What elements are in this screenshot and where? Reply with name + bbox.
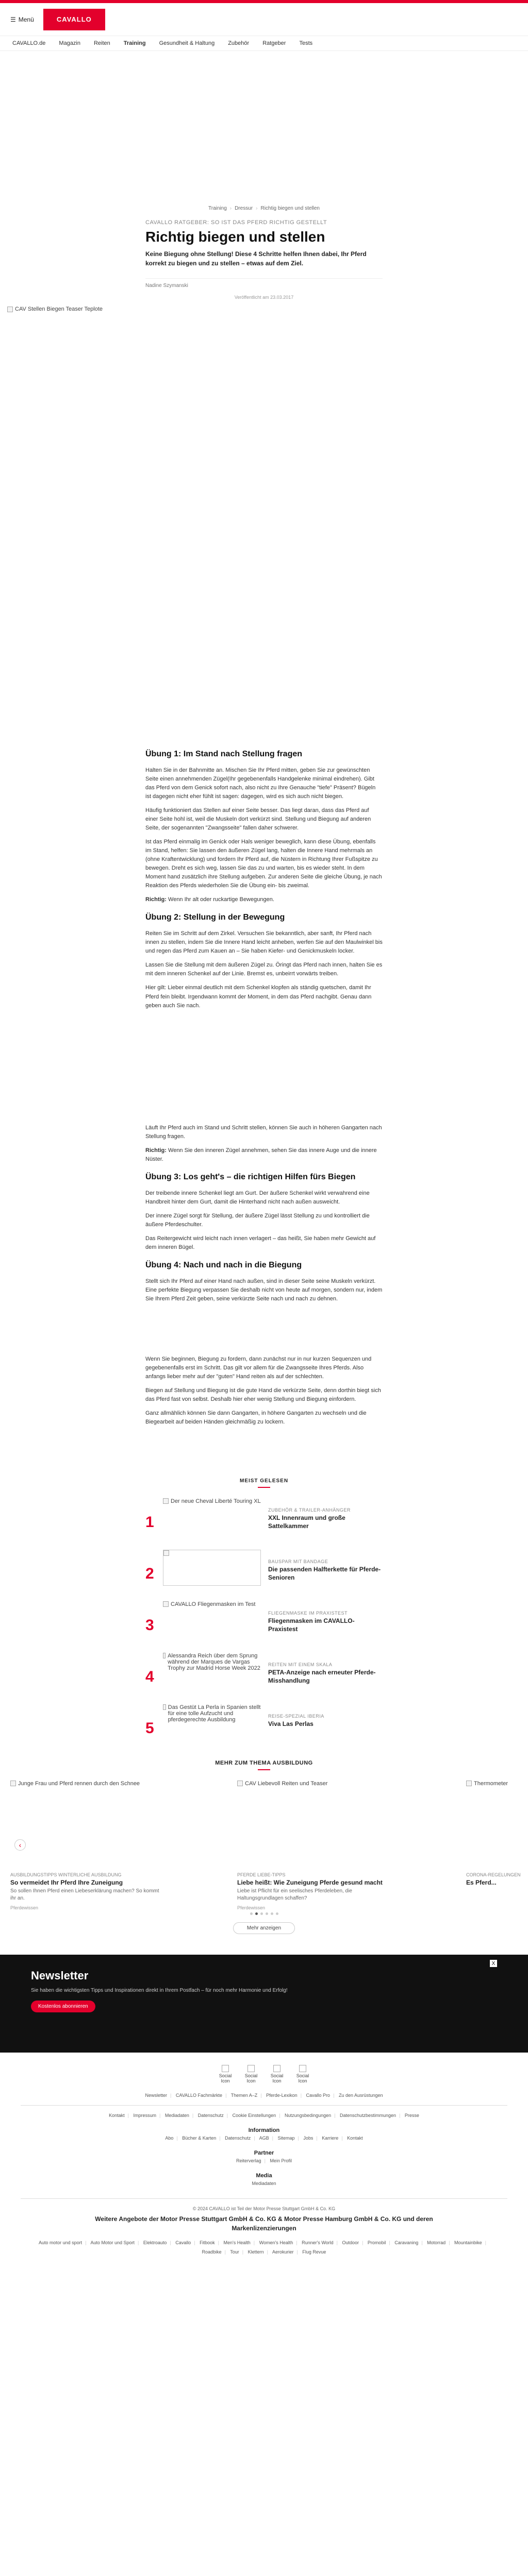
broken-image-icon (163, 1550, 169, 1556)
tip-text: Wenn Sie den inneren Zügel annehmen, sehen Sie das innere Auge und die innere Nüster. (145, 1147, 377, 1162)
footer-link[interactable]: Nutzungsbedingungen (285, 2113, 332, 2119)
article-lead: Keine Biegung ohne Stellung! Diese 4 Schritte helfen Ihnen dabei, Ihr Pferd korrekt zu biegen und zu stellen – etwas auf dem Ziel. (145, 250, 367, 267)
footer-links-primary: Newsletter | CAVALLO Fachmärkte | Themen A–Z | Pferde-Lexikon | Cavallo Pro | Zu den Ausrüstungen (145, 2093, 383, 2098)
carousel-dots (0, 1912, 528, 1915)
menu-label: Menü (18, 15, 34, 23)
article-section (145, 1171, 383, 1252)
brand-link[interactable]: Outdoor (342, 2240, 359, 2246)
paragraph: Wenn Sie beginnen, Biegung zu fordern, dann zunächst nur in nur kurzen Sequenzen und gegebenenfalls erst im Schritt. Das gilt vor allem für die Zwangsseite Ihres Pferds. Also anfangs lieber mehr auf der "guten" Hand reiten als auf der schlechten. (145, 1355, 372, 1380)
brand-link[interactable]: Tour (230, 2249, 239, 2255)
broken-image-icon (7, 307, 13, 312)
paragraph: Biegen auf Stellung und Biegung ist die gute Hand die verkürzte Seite, denn dorthin biegt sich das Pferd fast von selbst. Deshalb hier eher wenig Stellung und Biegung einfordern. (145, 1387, 381, 1403)
card-category: PFERDE LIEBE-TIPPS (237, 1872, 286, 1878)
brand-link[interactable]: Elektroauto (143, 2240, 167, 2246)
most-read-item[interactable] (145, 1653, 383, 1693)
newsletter-banner (0, 1955, 528, 2053)
footer-link[interactable]: Datenschutz (197, 2113, 224, 2119)
teaser-title[interactable]: XXL Innenraum und große Sattelkammer (268, 1514, 345, 1530)
teaser-category: BAUSPAR MIT BANDAGE (268, 1559, 328, 1565)
section-heading: Übung 2: Stellung in der Bewegung (145, 913, 285, 922)
footer-link[interactable]: Sitemap (277, 2136, 295, 2141)
rank-number: 5 (145, 1720, 154, 1737)
most-read-item[interactable] (145, 1550, 383, 1590)
footer-links-partner: Reiterverlag | Mein Profil (236, 2158, 292, 2164)
card-teaser: So sollen Ihnen Pferd einen Liebeserklärung machen? So kommt ihr an. (10, 1888, 159, 1902)
hamburger-icon: ☰ (10, 15, 16, 23)
breadcrumb-item[interactable]: Training (208, 206, 227, 211)
footer-link[interactable]: Kontakt (109, 2113, 125, 2119)
section-heading: Übung 1: Im Stand nach Stellung fragen (145, 750, 303, 758)
ad-placeholder (0, 51, 528, 206)
footer-link[interactable]: Mediadaten (252, 2181, 276, 2187)
section-heading: Übung 3: Los geht's – die richtigen Hilfen fürs Biegen (145, 1172, 356, 1181)
breadcrumb-item[interactable]: Dressur (235, 206, 253, 211)
subnav-item[interactable]: Reiten (93, 40, 110, 46)
social-icon (299, 2065, 306, 2072)
broken-image-icon (466, 1781, 472, 1786)
social-link[interactable]: Social Icon (242, 2065, 260, 2083)
breadcrumb-current: Richtig biegen und stellen (260, 206, 320, 211)
subnav-item[interactable]: Zubehör (228, 40, 250, 46)
page-title: Richtig biegen und stellen (145, 229, 325, 245)
most-read-item[interactable] (145, 1601, 383, 1641)
paragraph: Ist das Pferd einmalig im Genick oder Hals weniger beweglich, kann diese Übung, ebenfalls im Stand, helfen: Sie lassen den äußeren Zügel lang, halten die Innere Hand mehrmals an (ohne Kraftentwicklung) und fordern Ihr Pferd auf, die Nüstern in Richtung Ihrer Fußspitze zu bewegen. Dreht es sich weg, lassen Sie das zu und warten, bis es wieder steht. In dem Moment hand zusätzlich ihre Stellung aufgeben. Zur anderen Seite die gleiche Übung, je nach Reaktion des Pferds wiederholen Sie die Übung ein- bis zweimal. (145, 839, 382, 889)
card-title[interactable]: Es Pferd... (466, 1879, 497, 1887)
brand-link[interactable]: Promobil (367, 2240, 386, 2246)
paragraph: Stellt sich Ihr Pferd auf einer Hand nach außen, sind in dieser Seite seine Muskeln verkürzt. Eine perfekte Biegung verpassen Sie deshalb nicht von heute auf morgen, sondern nur, indem Sie Ihrem Pferd Zeit geben, seine verkürzte Seite nach und nach zu dehnen. (145, 1278, 383, 1302)
rank-number: 3 (145, 1617, 154, 1634)
card-source: Pferdewissen (237, 1905, 266, 1911)
tip-label: Richtig: (145, 1147, 167, 1154)
footer-link[interactable]: Datenschutz (225, 2136, 251, 2141)
teaser-image: Das Gestüt La Perla in Spanien stellt für eine tolle Aufzucht und pferdegerechte Ausbildung (163, 1704, 261, 1740)
rank-number: 2 (145, 1565, 154, 1583)
ad-placeholder (0, 1309, 528, 1355)
paragraph: Halten Sie in der Bahnmitte an. Mischen Sie Ihr Pferd mitten, geben Sie zur gewünschten Seite einen annehmenden Zügel(Ihr gegebenenfalls Handgelenke minimal eindrehen). Gibt das Pferd von dem Genick sofort nach, also nicht zu Ihre Genauche "tiefe" Präsent? Bügeln ist dagegen nicht eher fühlt ist sagen: dagegen, wird es sich auch nicht biegen. (145, 767, 376, 800)
brand-link[interactable]: Flug Revue (302, 2249, 326, 2255)
teaser-image (163, 1550, 261, 1586)
footer-heading-media: Media (256, 2173, 272, 2179)
article-author: Nadine Szymanski (145, 278, 383, 289)
chevron-left-icon: ‹ (19, 1841, 22, 1850)
footer-link[interactable]: Cavallo Pro (306, 2093, 331, 2098)
card-source: Pferdewissen (10, 1905, 39, 1911)
teaser-image: Der neue Cheval Liberté Touring XL (163, 1498, 261, 1534)
paragraph: Lassen Sie die Stellung mit dem äußeren Zügel zu. Öringt das Pferd nach innen, halten Sie es mit dem inneren Schenkel auf der Linie. Bremst es, unbeirrt vorwärts treiben. (145, 962, 383, 977)
topic-card[interactable] (10, 1781, 160, 1910)
carousel-dot[interactable] (260, 1912, 263, 1915)
footer-link[interactable]: Abo (165, 2136, 174, 2141)
card-image: Junge Frau und Pferd rennen durch den Schnee (10, 1781, 160, 1863)
footer-link[interactable]: Bücher & Karten (182, 2136, 217, 2141)
article-section (145, 1355, 383, 1427)
footer-link[interactable]: Impressum (133, 2113, 156, 2119)
brand-link[interactable]: Auto Motor und Sport (90, 2240, 135, 2246)
site-header (0, 3, 528, 36)
footer-heading-partner: Partner (254, 2150, 274, 2157)
card-title[interactable]: Liebe heißt: Wie Zuneigung Pferde gesund macht (237, 1879, 383, 1887)
footer-link[interactable]: Karriere (322, 2136, 339, 2141)
social-icon (273, 2065, 280, 2072)
brand-link[interactable]: Motorrad (427, 2240, 446, 2246)
broken-image-icon (163, 1653, 166, 1658)
article-section (145, 911, 383, 1010)
teaser-category: FLIEGENMASKE IM PRAXISTEST (268, 1611, 348, 1616)
more-topic-heading: MEHR ZUM THEMA AUSBILDUNG (215, 1760, 313, 1767)
article-section (145, 748, 383, 904)
topic-card[interactable] (237, 1781, 387, 1910)
most-read-heading: MEIST GELESEN (239, 1478, 289, 1484)
footer-link[interactable]: CAVALLO Fachmärkte (175, 2093, 223, 2098)
card-image: Thermometer (466, 1781, 523, 1863)
footer-link[interactable]: Presse (404, 2113, 419, 2119)
footer-link[interactable]: Datenschutzbestimmungen (339, 2113, 397, 2119)
tip-paragraph (145, 1146, 383, 1164)
carousel-dot[interactable] (276, 1912, 278, 1915)
footer-link[interactable]: Pferde-Lexikon (266, 2093, 298, 2098)
paragraph: Hier gilt: Lieber einmal deutlich mit dem Schenkel klopfen als ständig quetschen, damit Ihr Pferd fein bleibt. Irgendwann kommt der Moment, in dem das Pferd nachgibt. Genau dann geben auch Sie nach. (145, 985, 372, 1009)
ad-placeholder (0, 1015, 528, 1124)
broken-image-icon (237, 1781, 243, 1786)
subnav-item[interactable]: Magazin (59, 40, 80, 46)
footer-links-media (0, 2179, 528, 2188)
footer-link[interactable]: Newsletter (145, 2093, 167, 2098)
brand-link[interactable]: Caravaning (394, 2240, 419, 2246)
card-image: CAV Liebevoll Reiten und Teaser (237, 1781, 387, 1863)
card-title[interactable]: So vermeidet Ihr Pferd Ihre Zuneigung (10, 1879, 123, 1887)
brand-link[interactable]: Women's Health (259, 2240, 293, 2246)
section-heading: Übung 4: Nach und nach in die Biegung (145, 1260, 302, 1269)
rank-number: 1 (145, 1514, 154, 1531)
teaser-image: Alessandra Reich über dem Sprung während der Marques de Vargas Trophy zur Madrid Horse Week 2022 (163, 1653, 261, 1689)
teaser-title[interactable]: Viva Las Perlas (268, 1720, 314, 1728)
most-read-section (145, 1478, 383, 1744)
ad-placeholder (0, 614, 528, 748)
brand-link[interactable]: Men's Health (223, 2240, 251, 2246)
broken-image-icon (163, 1498, 169, 1504)
footer-link[interactable]: Mein Profil (270, 2158, 292, 2164)
carousel-dot[interactable] (266, 1912, 268, 1915)
newsletter-text: Sie haben die wichtigsten Tipps und Inspirationen direkt in Ihrem Postfach – für noch mehr Harmonie und Erfolg! (31, 1988, 288, 1994)
hero-image-alt: CAV Stellen Biegen Teaser Teplote (15, 306, 103, 312)
carousel-dot[interactable] (271, 1912, 273, 1915)
footer-link[interactable]: Mediadaten (164, 2113, 189, 2119)
heading-underline (258, 1769, 270, 1770)
paragraph: Ganz allmählich können Sie dann Gangarten, in höhere Gangarten zu wechseln und die Biegearbeit auf beiden Händen gleichmäßig zu lockern. (145, 1410, 367, 1426)
tip-label: Richtig: (145, 896, 167, 903)
teaser-image: CAVALLO Fliegenmasken im Test (163, 1601, 261, 1637)
carousel-dot[interactable] (250, 1912, 253, 1915)
footer-link[interactable]: Jobs (303, 2136, 314, 2141)
brand-link[interactable]: Klettern (248, 2249, 264, 2255)
footer-links-legal: Kontakt | Impressum | Mediadaten | Datenschutz | Cookie Einstellungen | Nutzungsbedingungen | Datenschutzbestimmungen | Presse (109, 2113, 419, 2119)
brand-link[interactable]: Aerokurier (272, 2249, 294, 2255)
paragraph: Reiten Sie im Schritt auf dem Zirkel. Versuchen Sie bekanntlich, aber sanft, Ihr Pferd nach innen zu stellen, indem Sie die Innere Hand leicht anheben, werfen Sie auf den Maulwinkel bis und regen das Pferd zum Kauen an – Sie haben Kiefer- und Genickmuskeln locker. (145, 930, 383, 955)
most-read-item[interactable] (145, 1498, 383, 1538)
teaser-title[interactable]: Fliegenmasken im CAVALLO-Praxistest (268, 1617, 355, 1633)
most-read-item[interactable] (145, 1704, 383, 1744)
teaser-title[interactable]: Die passenden Halfterkette für Pferde-Senioren (268, 1566, 381, 1581)
footer-link[interactable]: Cookie Einstellungen (232, 2113, 276, 2119)
footer-link[interactable]: Themen A–Z (230, 2093, 258, 2098)
subnav-item-active[interactable]: Training (123, 40, 146, 46)
subnav-item[interactable]: CAVALLO.de (12, 40, 46, 46)
card-category: AUSBILDUNGSTIPPS WINTERLICHE AUSBILDUNG (10, 1872, 122, 1878)
card-category: CORONA-REGELUNGEN (466, 1872, 521, 1878)
tip-text: Wenn Ihr alt oder ruckartige Bewegungen. (168, 896, 274, 903)
article-section (145, 1259, 383, 1303)
newsletter-subscribe-button[interactable]: Kostenlos abonnieren (31, 2001, 95, 2012)
brand-link[interactable]: Cavallo (175, 2240, 191, 2246)
carousel-dot-active[interactable] (255, 1912, 258, 1915)
site-logo[interactable]: CAVALLO (43, 9, 105, 30)
hero-image (5, 305, 523, 614)
broken-image-icon (10, 1781, 16, 1786)
teaser-category: REITEN MIT EINEM SKALA (268, 1662, 333, 1668)
carousel-prev-button[interactable] (14, 1839, 26, 1851)
brand-link[interactable]: Roadbike (202, 2249, 222, 2255)
menu-button[interactable] (10, 16, 34, 23)
subnav-item[interactable]: Gesundheit & Haltung (159, 40, 215, 46)
sub-navigation (0, 36, 528, 51)
tip-paragraph (145, 895, 383, 904)
rank-number: 4 (145, 1668, 154, 1686)
topic-carousel (0, 1781, 528, 1909)
subnav-item[interactable]: Tests (299, 40, 313, 46)
paragraph: Das Reitergewicht wird leicht nach innen verlagert – das heißt, Sie haben mehr Gewicht auf dem inneren Bügel. (145, 1235, 376, 1250)
social-link[interactable]: Social Icon (268, 2065, 286, 2083)
brand-link[interactable]: Mountainbike (454, 2240, 482, 2246)
social-icon (222, 2065, 229, 2072)
article-kicker: CAVALLO RATGEBER: SO IST DAS PFERD RICHTIG GESTELLT (145, 219, 327, 226)
social-icon (248, 2065, 255, 2072)
paragraph: Der treibende innere Schenkel liegt am Gurt. Der äußere Schenkel wirkt verwahrend eine Handbreit hinter dem Gurt, damit die Hinterhand nicht nach außen ausweicht. (145, 1190, 370, 1205)
broken-image-icon (163, 1601, 169, 1607)
footer-link[interactable]: Kontakt (347, 2136, 363, 2141)
subnav-item[interactable]: Ratgeber (262, 40, 286, 46)
paragraph: Läuft Ihr Pferd auch im Stand und Schritt stellen, können Sie auch in höheren Gangarten nach Stellung fragen. (145, 1124, 382, 1140)
article-date: Veröffentlicht am 23.03.2017 (234, 295, 294, 300)
footer-heading-info: Information (248, 2127, 280, 2134)
card-teaser: Liebe ist Pflicht für ein seelisches Pferdeleben, die Haltungsgrundlagen schaffen? (237, 1888, 352, 1902)
brand-link[interactable]: Auto motor und sport (39, 2240, 82, 2246)
show-more-button[interactable]: Mehr anzeigen (233, 1922, 295, 1934)
article-section (145, 1124, 383, 1164)
broken-image-icon (163, 1704, 166, 1710)
social-link[interactable]: Social Icon (217, 2065, 234, 2083)
footer-link[interactable]: AGB (259, 2136, 269, 2141)
article-header (145, 219, 383, 300)
breadcrumb: Training › Dressur › Richtig biegen und stellen (208, 206, 320, 211)
paragraph: Der innere Zügel sorgt für Stellung, der äußere Zügel lässt Stellung zu und kontrolliert die äußere Pferdeschulter. (145, 1212, 370, 1228)
paragraph: Häufig funktioniert das Stellen auf einer Seite besser. Das liegt daran, dass das Pferd auf einer Seite hohl ist, weil die Muskeln dort verkürzt sind. Stellung und Biegung auf anderen Seite, der sogenannten "Zwangsseite" fallen daher schwerer. (145, 807, 371, 832)
footer-link[interactable]: Reiterverlag (236, 2158, 261, 2164)
copyright-notice: © 2024 CAVALLO ist Teil der Motor Presse Stuttgart GmbH & Co. KG (192, 2206, 336, 2212)
teaser-category: REISE-SPEZIAL IBERIA (268, 1714, 324, 1719)
topic-card[interactable] (466, 1781, 523, 1886)
brand-link[interactable]: Runner's World (302, 2240, 334, 2246)
teaser-category: ZUBEHÖR & TRAILER-ANHÄNGER (268, 1507, 351, 1513)
brand-link[interactable]: Fitbook (200, 2240, 215, 2246)
brand-links: Auto motor und sport | Auto Motor und Sport | Elektroauto | Cavallo | Fitbook | Men's Health | Women's Health | Runner's World | Outdoor | Promobil | Caravaning | Motorrad | Mountainbike | Roadbike | Tour | Klettern | Aerokurier | Flug Revue (39, 2240, 486, 2255)
close-icon[interactable]: X (490, 1960, 497, 1967)
footer-links-info: Abo | Bücher & Karten | Datenschutz | AGB | Sitemap | Jobs | Karriere | Kontakt (165, 2136, 363, 2141)
social-link[interactable]: Social Icon (294, 2065, 311, 2083)
teaser-title[interactable]: PETA-Anzeige nach erneuter Pferde-Misshandlung (268, 1669, 376, 1684)
heading-underline (258, 1487, 270, 1488)
footer-link[interactable]: Zu den Ausrüstungen (338, 2093, 383, 2098)
partner-offers-heading: Weitere Angebote der Motor Presse Stuttgart GmbH & Co. KG & Motor Presse Hamburg GmbH & Co. KG und deren Markenlizenzierungen (95, 2215, 433, 2232)
social-links (0, 2065, 528, 2083)
newsletter-title: Newsletter (31, 1969, 89, 1982)
